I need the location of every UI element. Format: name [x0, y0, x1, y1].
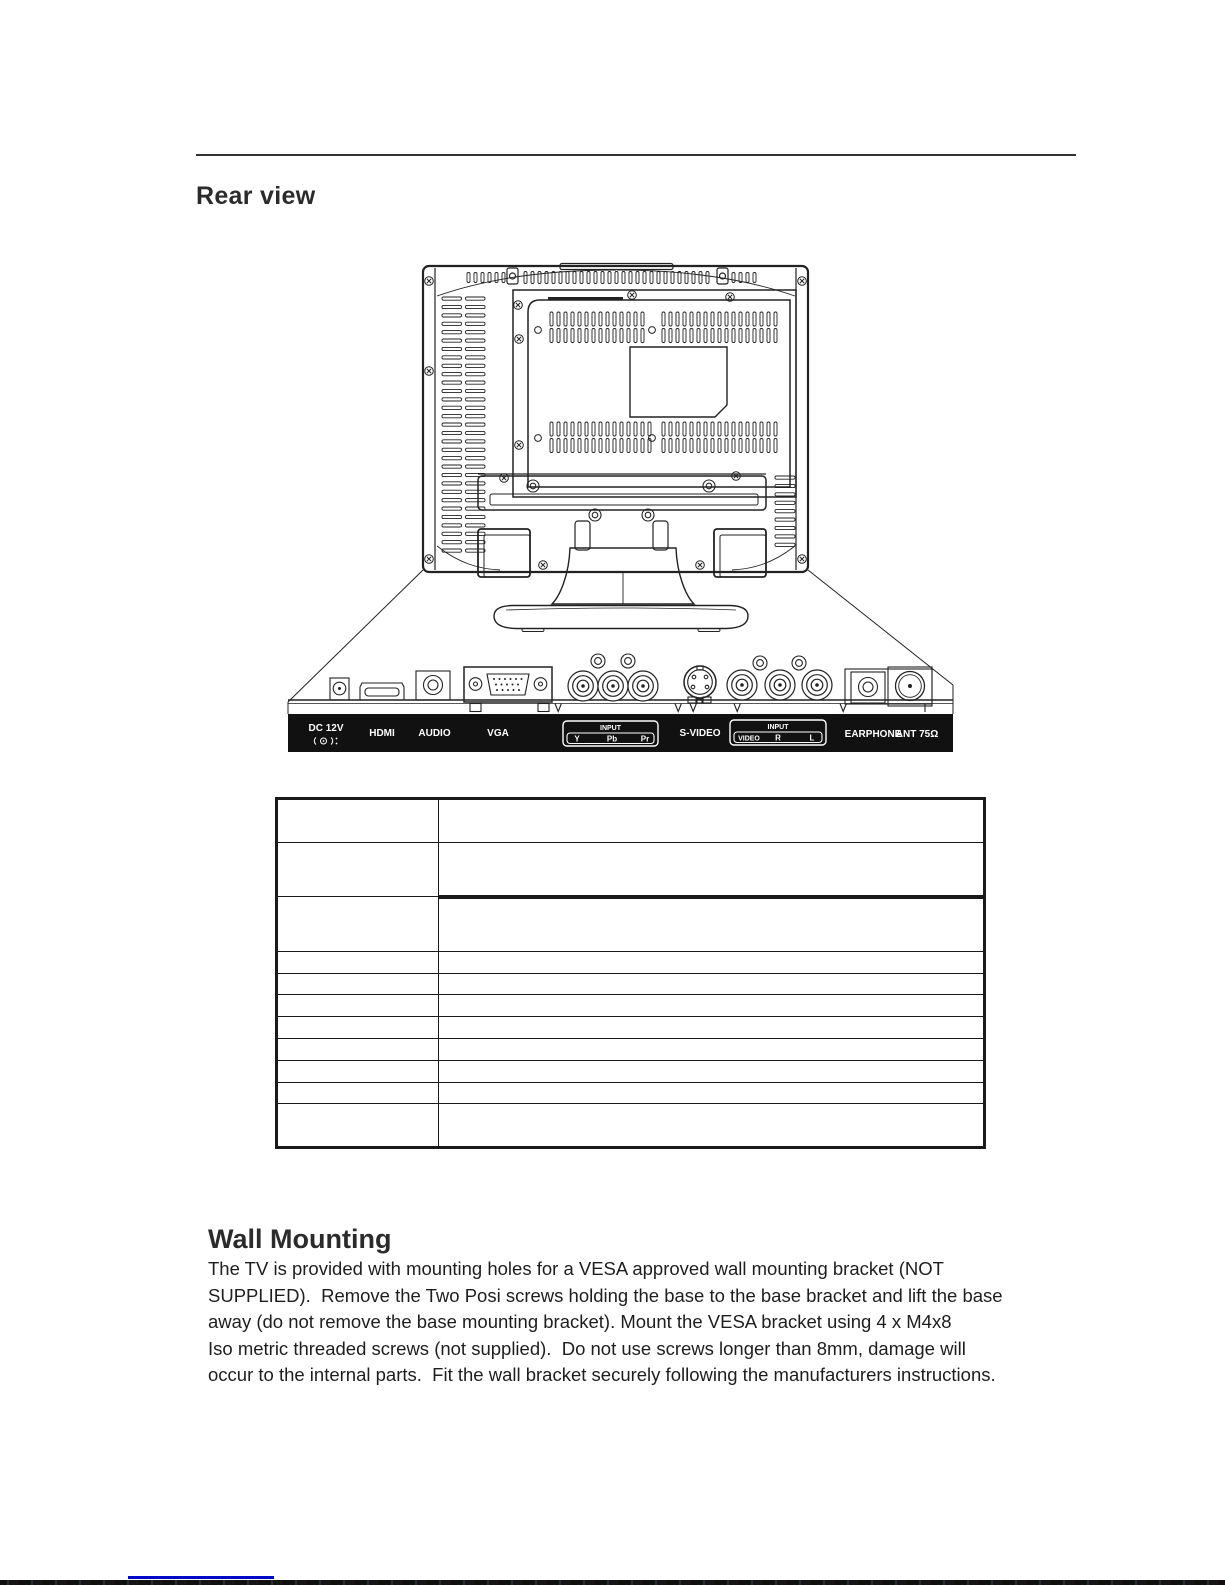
table-cell — [439, 1082, 985, 1104]
earphone-label: EARPHONE — [844, 729, 902, 740]
tv-body — [423, 264, 808, 632]
component-input-label: INPUT — [600, 725, 621, 732]
table-row — [277, 995, 985, 1017]
paragraph-line: SUPPLIED). Remove the Two Posi screws holding the base to the base bracket and lift the base — [208, 1284, 1003, 1306]
table-cell — [439, 1017, 985, 1039]
dc-label: DC 12V — [308, 723, 344, 734]
vga-label: VGA — [487, 728, 509, 739]
table-cell — [277, 799, 439, 843]
top-vent-left — [467, 273, 505, 283]
connector-label-bar — [288, 714, 953, 752]
svideo-port — [684, 666, 716, 703]
table-row — [277, 1104, 985, 1148]
vesa-plate — [630, 347, 727, 417]
component-jacks — [568, 654, 658, 701]
table-row — [277, 897, 985, 952]
table-cell — [439, 799, 985, 843]
y-label: Y — [574, 734, 580, 744]
left-vent-column — [442, 297, 485, 552]
audio-label: AUDIO — [418, 728, 451, 739]
paragraph-line: away (do not remove the base mounting bracket). Mount the VESA bracket using 4 x M4x8 — [208, 1311, 952, 1333]
footer-blue-line — [128, 1576, 274, 1579]
ports-table — [275, 797, 986, 1149]
hdmi-port — [360, 683, 404, 700]
r-label: R — [775, 733, 781, 743]
table-cell — [277, 1017, 439, 1039]
table-row — [277, 842, 985, 897]
table-cell — [439, 1060, 985, 1082]
audio-jack — [416, 671, 450, 700]
scan-artifact-strip — [0, 1580, 1225, 1585]
panel-vent-bl — [550, 422, 651, 453]
top-vent-center — [524, 272, 709, 284]
page-rule — [196, 154, 1076, 156]
vga-port — [464, 667, 552, 702]
panel-vent-br — [662, 422, 777, 453]
table-row — [277, 1038, 985, 1060]
tv-rear-diagram — [270, 250, 970, 760]
ant-label: ANT 75Ω — [895, 729, 939, 740]
l-label: L — [809, 733, 815, 743]
paragraph-line: Iso metric threaded screws (not supplied). Do not use screws longer than 8mm, damage will — [208, 1337, 966, 1359]
av-input-label: INPUT — [767, 724, 789, 731]
table-cell — [277, 995, 439, 1017]
svideo-label: S-VIDEO — [679, 728, 721, 739]
top-vent-right — [732, 273, 756, 283]
table-cell — [277, 1104, 439, 1148]
table-cell — [277, 1038, 439, 1060]
paragraph-line: The TV is provided with mounting holes for a VESA approved wall mounting bracket (NOT — [208, 1258, 944, 1279]
connector-board — [288, 654, 953, 712]
table-row — [277, 1017, 985, 1039]
table-row — [277, 973, 985, 995]
wall-mounting-paragraph — [208, 1256, 1003, 1389]
table-row — [277, 1060, 985, 1082]
table-cell — [277, 973, 439, 995]
table-cell — [277, 951, 439, 973]
table-row — [277, 1082, 985, 1104]
table-cell — [277, 1060, 439, 1082]
table-cell — [277, 1082, 439, 1104]
table-cell — [439, 995, 985, 1017]
av-jacks — [727, 656, 832, 700]
table-cell — [439, 951, 985, 973]
table-cell — [439, 973, 985, 995]
dc-jack — [330, 678, 349, 700]
table-cell — [439, 1038, 985, 1060]
paragraph-line: occur to the internal parts. Fit the wall bracket securely following the manufacturers instructions. — [208, 1364, 996, 1386]
table-row — [277, 799, 985, 843]
table-cell — [277, 897, 439, 952]
pr-label: Pr — [640, 734, 650, 744]
table-cell — [439, 897, 985, 952]
wall-mounting-heading: Wall Mounting — [208, 1224, 392, 1254]
pb-label: Pb — [606, 734, 618, 744]
hdmi-label: HDMI — [369, 728, 395, 739]
rear-view-heading: Rear view — [196, 182, 316, 210]
table-cell — [277, 842, 439, 897]
panel-vent-tl — [550, 312, 644, 343]
panel-vent-tr — [662, 312, 777, 343]
table-row — [277, 951, 985, 973]
table-cell — [439, 842, 985, 897]
video-label: VIDEO — [738, 735, 760, 743]
table-cell — [439, 1104, 985, 1148]
